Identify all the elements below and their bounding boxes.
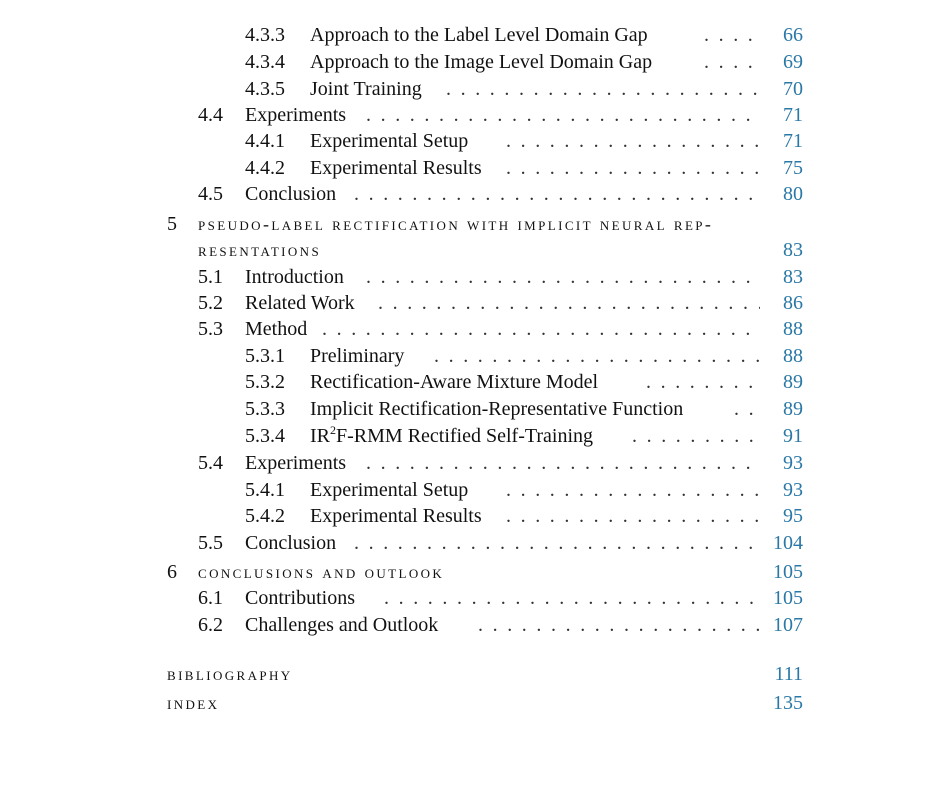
toc-entry[interactable] xyxy=(0,343,925,370)
leader-dots xyxy=(378,290,760,317)
page-number[interactable]: 71 xyxy=(783,130,803,152)
leader-dots xyxy=(506,155,760,182)
page-number[interactable]: 93 xyxy=(783,452,803,474)
page-number[interactable]: 91 xyxy=(783,425,803,447)
section-title: Experiments xyxy=(245,452,347,474)
section-title: Experimental Setup xyxy=(310,479,469,501)
leader-dots xyxy=(704,49,760,76)
toc-entry[interactable] xyxy=(0,585,925,612)
toc-entry[interactable] xyxy=(0,503,925,530)
section-title: Conclusion xyxy=(245,532,337,554)
page-number[interactable]: 83 xyxy=(783,266,803,288)
page-number[interactable]: 105 xyxy=(773,561,803,583)
toc-entry[interactable] xyxy=(0,369,925,396)
section-title: Approach to the Label Level Domain Gap xyxy=(310,24,648,46)
page-number[interactable]: 70 xyxy=(783,78,803,100)
leader-dots xyxy=(434,343,760,370)
title-superscript: 2 xyxy=(330,423,336,437)
toc-entry[interactable] xyxy=(0,477,925,504)
page-number[interactable]: 69 xyxy=(783,51,803,73)
leader-dots xyxy=(646,369,760,396)
leader-dots xyxy=(354,181,760,208)
section-title: Experimental Results xyxy=(310,505,482,527)
section-number: 5.5 xyxy=(198,532,223,554)
section-title: Implicit Rectification-Representative Function xyxy=(310,398,684,420)
toc-entry[interactable] xyxy=(0,264,925,291)
section-number: 5.2 xyxy=(198,292,223,314)
leader-dots xyxy=(506,128,760,155)
bibliography-entry[interactable] xyxy=(0,661,925,688)
section-title: Method xyxy=(245,318,308,340)
page-number[interactable]: 71 xyxy=(783,104,803,126)
page-number[interactable]: 111 xyxy=(774,663,803,685)
section-title: Rectification-Aware Mixture Model xyxy=(310,371,599,393)
section-number: 5.3.1 xyxy=(245,345,285,367)
page-number[interactable]: 135 xyxy=(773,692,803,714)
section-number: 5.3.2 xyxy=(245,371,285,393)
section-title xyxy=(310,423,593,452)
leader-dots xyxy=(704,22,760,49)
section-title: Approach to the Image Level Domain Gap xyxy=(310,51,653,73)
bibliography-title: bibliography xyxy=(167,664,293,684)
chapter-entry-continued[interactable] xyxy=(0,237,925,264)
toc-entry[interactable] xyxy=(0,76,925,103)
section-title: Experimental Results xyxy=(310,157,482,179)
chapter-title: pseudo-label rectification with implicit neural rep- xyxy=(198,214,714,234)
section-number: 4.4.1 xyxy=(245,130,285,152)
leader-dots xyxy=(366,264,760,291)
section-title: Conclusion xyxy=(245,183,337,205)
page-number[interactable]: 88 xyxy=(783,318,803,340)
page-number[interactable]: 88 xyxy=(783,345,803,367)
toc-entry[interactable] xyxy=(0,423,925,450)
section-number: 5.4 xyxy=(198,452,223,474)
page-number[interactable]: 86 xyxy=(783,292,803,314)
toc-entry[interactable] xyxy=(0,155,925,182)
leader-dots xyxy=(632,423,760,450)
section-number: 4.5 xyxy=(198,183,223,205)
section-title: Challenges and Outlook xyxy=(245,614,439,636)
toc-entry[interactable] xyxy=(0,128,925,155)
section-number: 6.2 xyxy=(198,614,223,636)
chapter-title: conclusions and outlook xyxy=(198,562,445,582)
section-title: Related Work xyxy=(245,292,355,314)
leader-dots xyxy=(366,102,760,129)
leader-dots xyxy=(384,585,760,612)
title-suffix: F-RMM Rectified Self-Training xyxy=(336,425,594,447)
page-number[interactable]: 93 xyxy=(783,479,803,501)
page-number[interactable]: 105 xyxy=(773,587,803,609)
page-number[interactable]: 83 xyxy=(783,239,803,261)
section-number: 4.3.4 xyxy=(245,51,285,73)
toc-entry[interactable] xyxy=(0,450,925,477)
toc-entry[interactable] xyxy=(0,49,925,76)
page-number[interactable]: 66 xyxy=(783,24,803,46)
toc-entry[interactable] xyxy=(0,316,925,343)
section-number: 4.4 xyxy=(198,104,223,126)
section-number: 5.4.1 xyxy=(245,479,285,501)
leader-dots xyxy=(506,477,760,504)
index-entry[interactable] xyxy=(0,690,925,717)
index-title: index xyxy=(167,693,220,713)
leader-dots xyxy=(506,503,760,530)
leader-dots xyxy=(322,316,760,343)
chapter-number: 5 xyxy=(167,213,177,235)
section-title: Experiments xyxy=(245,104,347,126)
page-number[interactable]: 89 xyxy=(783,371,803,393)
section-title: Introduction xyxy=(245,266,344,288)
page-number[interactable]: 80 xyxy=(783,183,803,205)
toc-entry[interactable] xyxy=(0,22,925,49)
leader-dots xyxy=(354,530,760,557)
page-number[interactable]: 104 xyxy=(773,532,803,554)
toc-entry[interactable] xyxy=(0,612,925,639)
section-number: 5.3 xyxy=(198,318,223,340)
section-number: 4.3.5 xyxy=(245,78,285,100)
section-title: Experimental Setup xyxy=(310,130,469,152)
leader-dots xyxy=(478,612,760,639)
section-title: Contributions xyxy=(245,587,356,609)
title-prefix: IR xyxy=(310,425,330,447)
section-number: 5.3.4 xyxy=(245,425,285,447)
section-number: 6.1 xyxy=(198,587,223,609)
section-number: 5.3.3 xyxy=(245,398,285,420)
chapter-title: resentations xyxy=(198,240,322,260)
leader-dots xyxy=(734,396,760,423)
leader-dots xyxy=(366,450,760,477)
chapter-entry[interactable] xyxy=(0,559,925,586)
section-number: 4.4.2 xyxy=(245,157,285,179)
leader-dots xyxy=(446,76,760,103)
section-number: 5.1 xyxy=(198,266,223,288)
chapter-number: 6 xyxy=(167,561,177,583)
chapter-entry[interactable] xyxy=(0,211,925,238)
page-number[interactable]: 89 xyxy=(783,398,803,420)
section-title: Joint Training xyxy=(310,78,422,100)
section-title: Preliminary xyxy=(310,345,405,367)
toc-entry[interactable] xyxy=(0,396,925,423)
toc-entry[interactable] xyxy=(0,290,925,317)
toc-entry[interactable] xyxy=(0,102,925,129)
page-number[interactable]: 95 xyxy=(783,505,803,527)
page-number[interactable]: 75 xyxy=(783,157,803,179)
toc-entry[interactable] xyxy=(0,530,925,557)
section-number: 4.3.3 xyxy=(245,24,285,46)
section-number: 5.4.2 xyxy=(245,505,285,527)
toc-entry[interactable] xyxy=(0,181,925,208)
page-number[interactable]: 107 xyxy=(773,614,803,636)
